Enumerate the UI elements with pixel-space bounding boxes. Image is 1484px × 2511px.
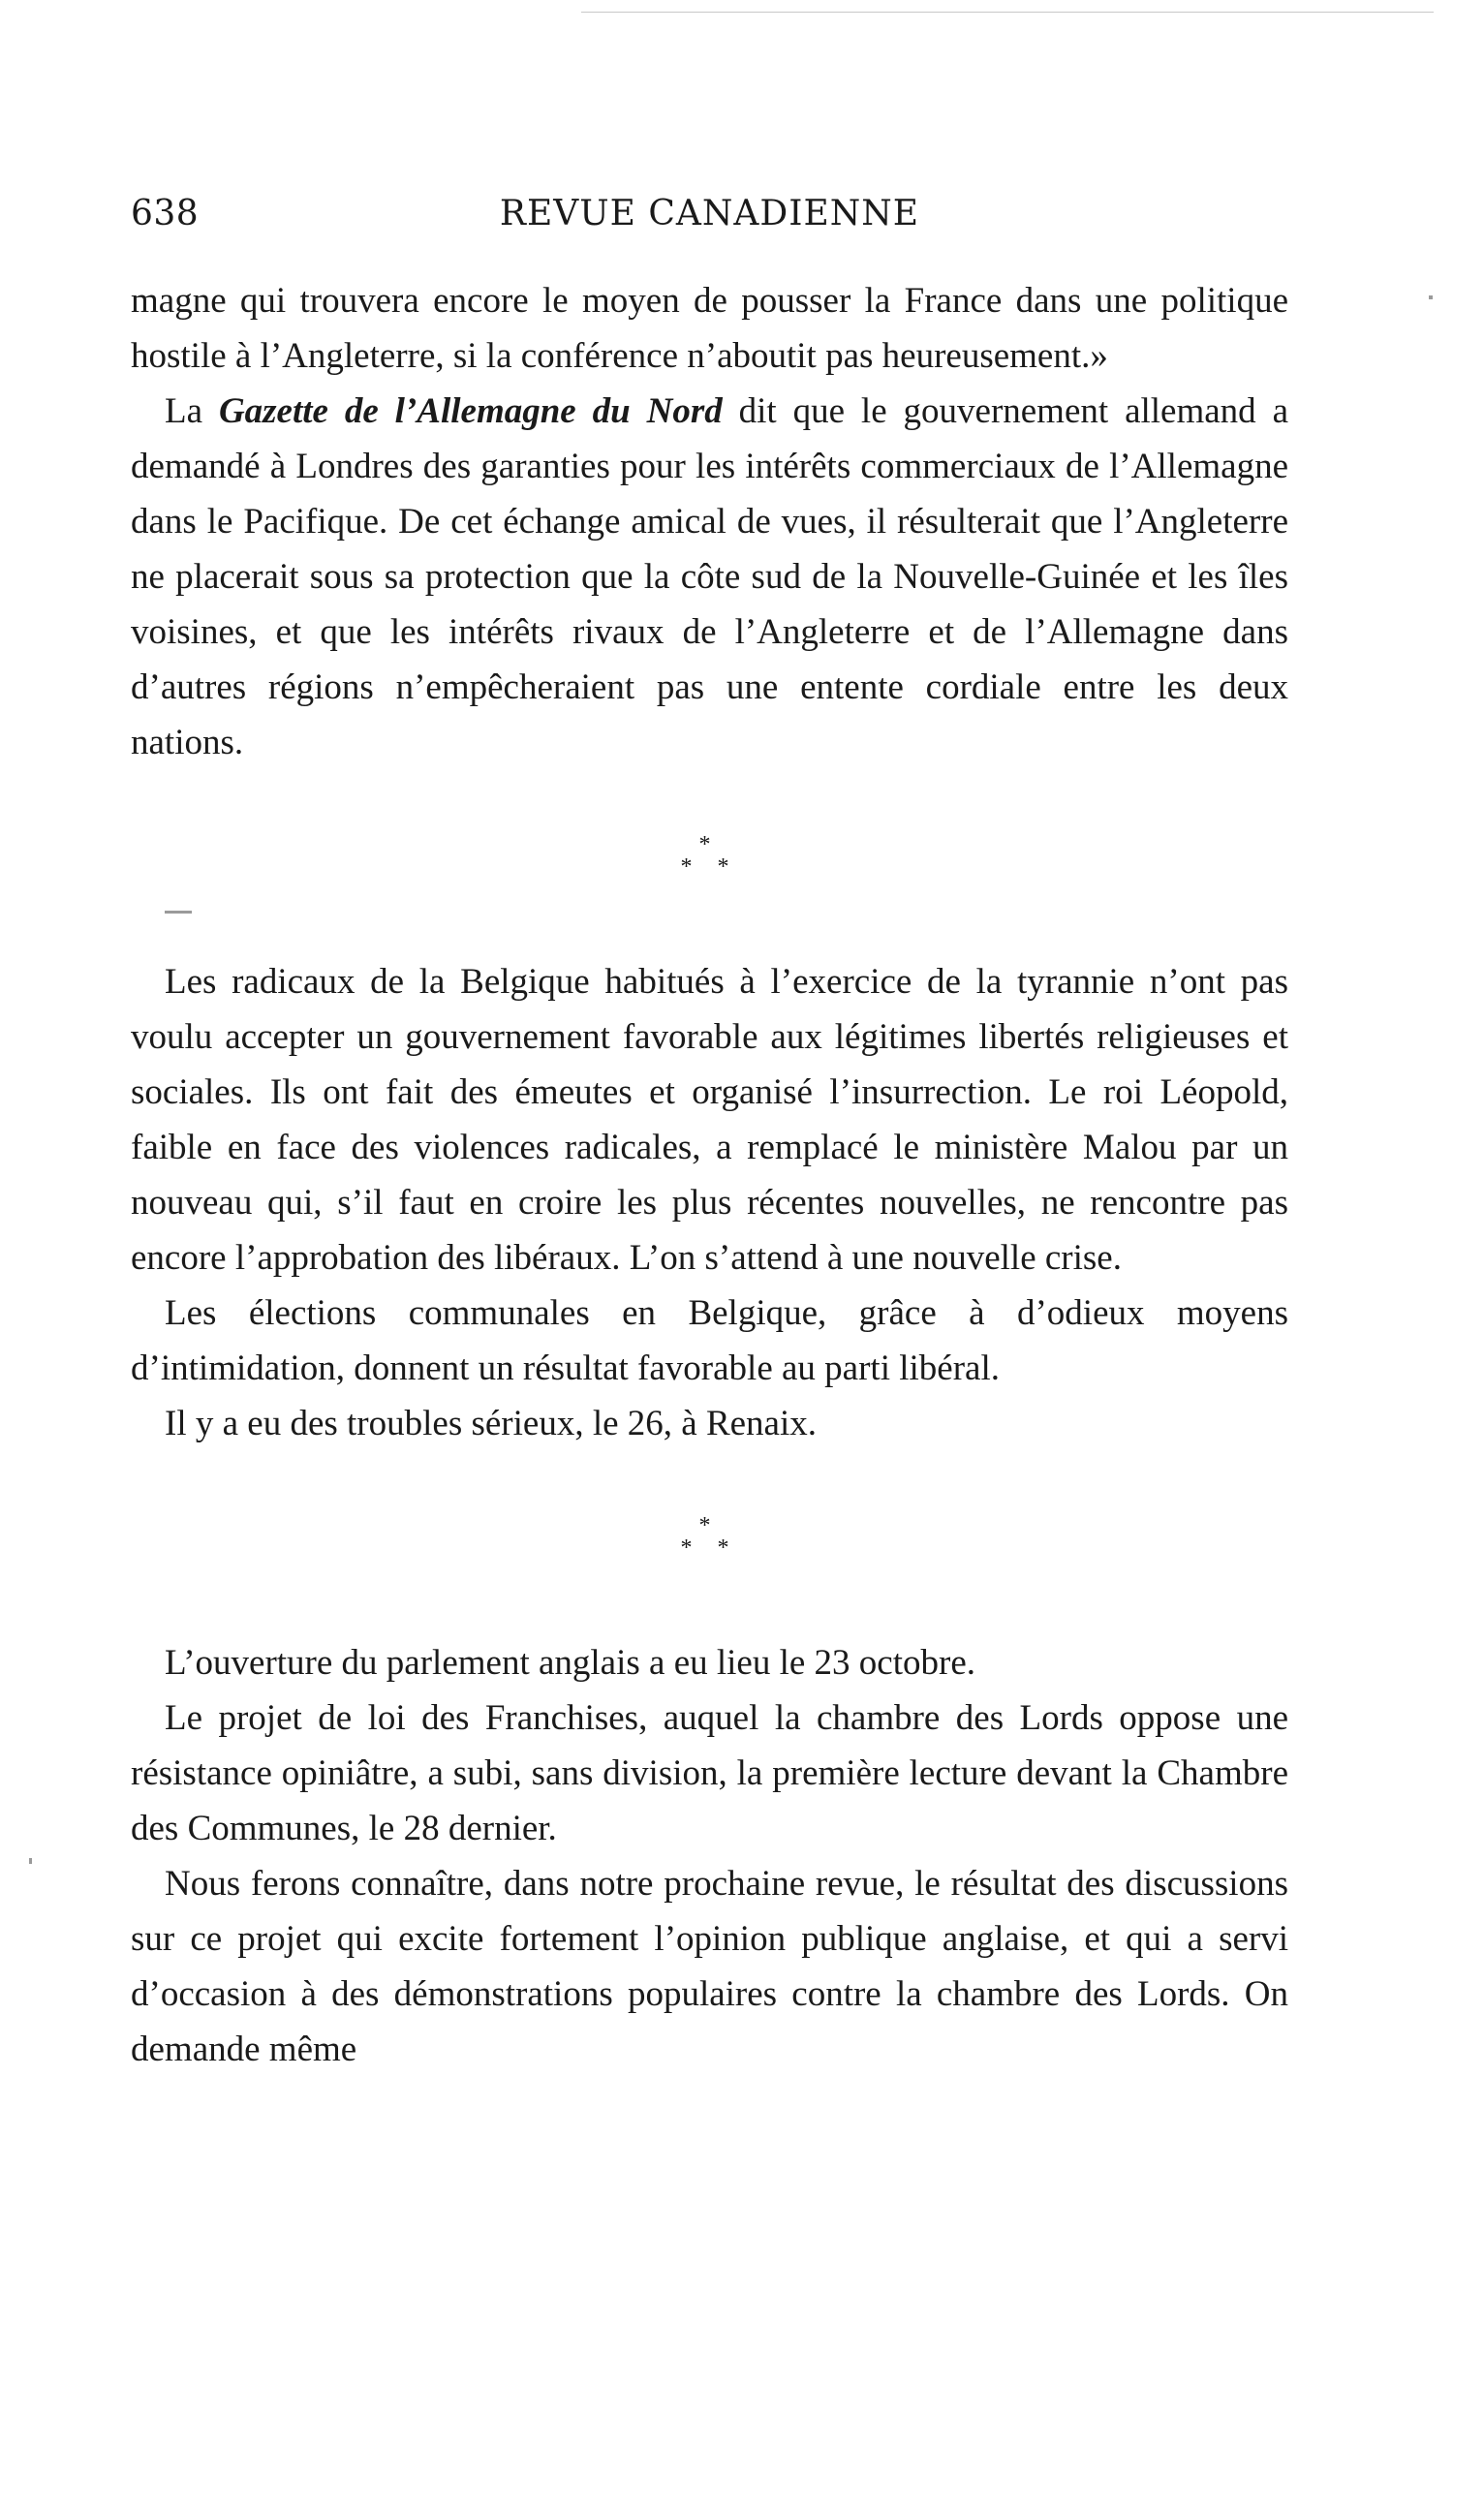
separator-stars-bottom: * * <box>680 854 739 880</box>
page-number: 638 <box>131 194 200 233</box>
paragraph-troubles: Il y a eu des troubles sérieux, le 26, à Renaix. <box>165 1404 817 1443</box>
paragraph-gazette <box>131 384 1288 770</box>
paragraph-franchises: Le projet de loi des Franchises, auquel la chambre des Lords oppose une résistance opiniâtre, a subi, sans division, la première lecture devant la Chambre des Communes, le 28 dernier. <box>131 1698 1288 1848</box>
separator-star-top: * <box>698 1513 721 1538</box>
separator-star-top: * <box>698 832 721 857</box>
scan-speck <box>581 12 1434 13</box>
paragraph-elections: Les élections communales en Belgique, grâce à d’odieux moyens d’intimidation, donnent un résultat favorable au parti libéral. <box>131 1293 1288 1388</box>
section-separator-2 <box>131 1451 1288 1635</box>
paragraph-gazette-lead: La <box>165 391 219 431</box>
paragraph-prochaine-revue: Nous ferons connaître, dans notre prochaine revue, le résultat des discussions sur ce projet qui excite fortement l’opinion publique anglaise, et qui a servi d’occasion à des démonstrations populaires contre la chambre des Lords. On demande même <box>131 1864 1288 2069</box>
page-header <box>131 194 1288 252</box>
running-title: REVUE CANADIENNE <box>499 194 920 233</box>
paragraph-radicaux: Les radicaux de la Belgique habitués à l’exercice de la tyrannie n’ont pas voulu accepter un gouvernement favorable aux légitimes libertés religieuses et sociales. Ils ont fait des émeutes et organisé l’insurrection. Le roi Léopold, faible en face des violences radicales, a remplacé le ministère Malou par un nouveau qui, s’il faut en croire les plus récentes nouvelles, ne rencontre pas encore l’approbation des libéraux. L’on s’attend à une nouvelle crise. <box>131 962 1288 1278</box>
scan-speck <box>1429 295 1433 299</box>
body-text <box>131 273 1288 2077</box>
paragraph-parlement: L’ouverture du parlement anglais a eu lieu le 23 octobre. <box>165 1643 975 1683</box>
separator-stars-bottom: * * <box>680 1535 739 1561</box>
section-separator-1 <box>131 770 1288 954</box>
scan-speck <box>29 1858 32 1864</box>
newspaper-title: Gazette de l’Allemagne du Nord <box>218 391 723 431</box>
paragraph-continuation: magne qui trouvera encore le moyen de pousser la France dans une politique hostile à l’Angleterre, si la conférence n’aboutit pas heureusement.» <box>131 281 1288 376</box>
scan-speck <box>165 911 192 914</box>
paragraph-gazette-rest: dit que le gouvernement allemand a demandé à Londres des garanties pour les intérêts commerciaux de l’Allemagne dans le Pacifique. De cet échange amical de vues, il résulterait que l’Angleterre ne placerait sous sa protection que la côte sud de la Nouvelle-Guinée et les îles voisines, et que les intérêts rivaux de l’Angleterre et de l’Allemagne dans d’autres régions n’empêcheraient pas une entente cordiale entre les deux nations. <box>131 391 1288 762</box>
